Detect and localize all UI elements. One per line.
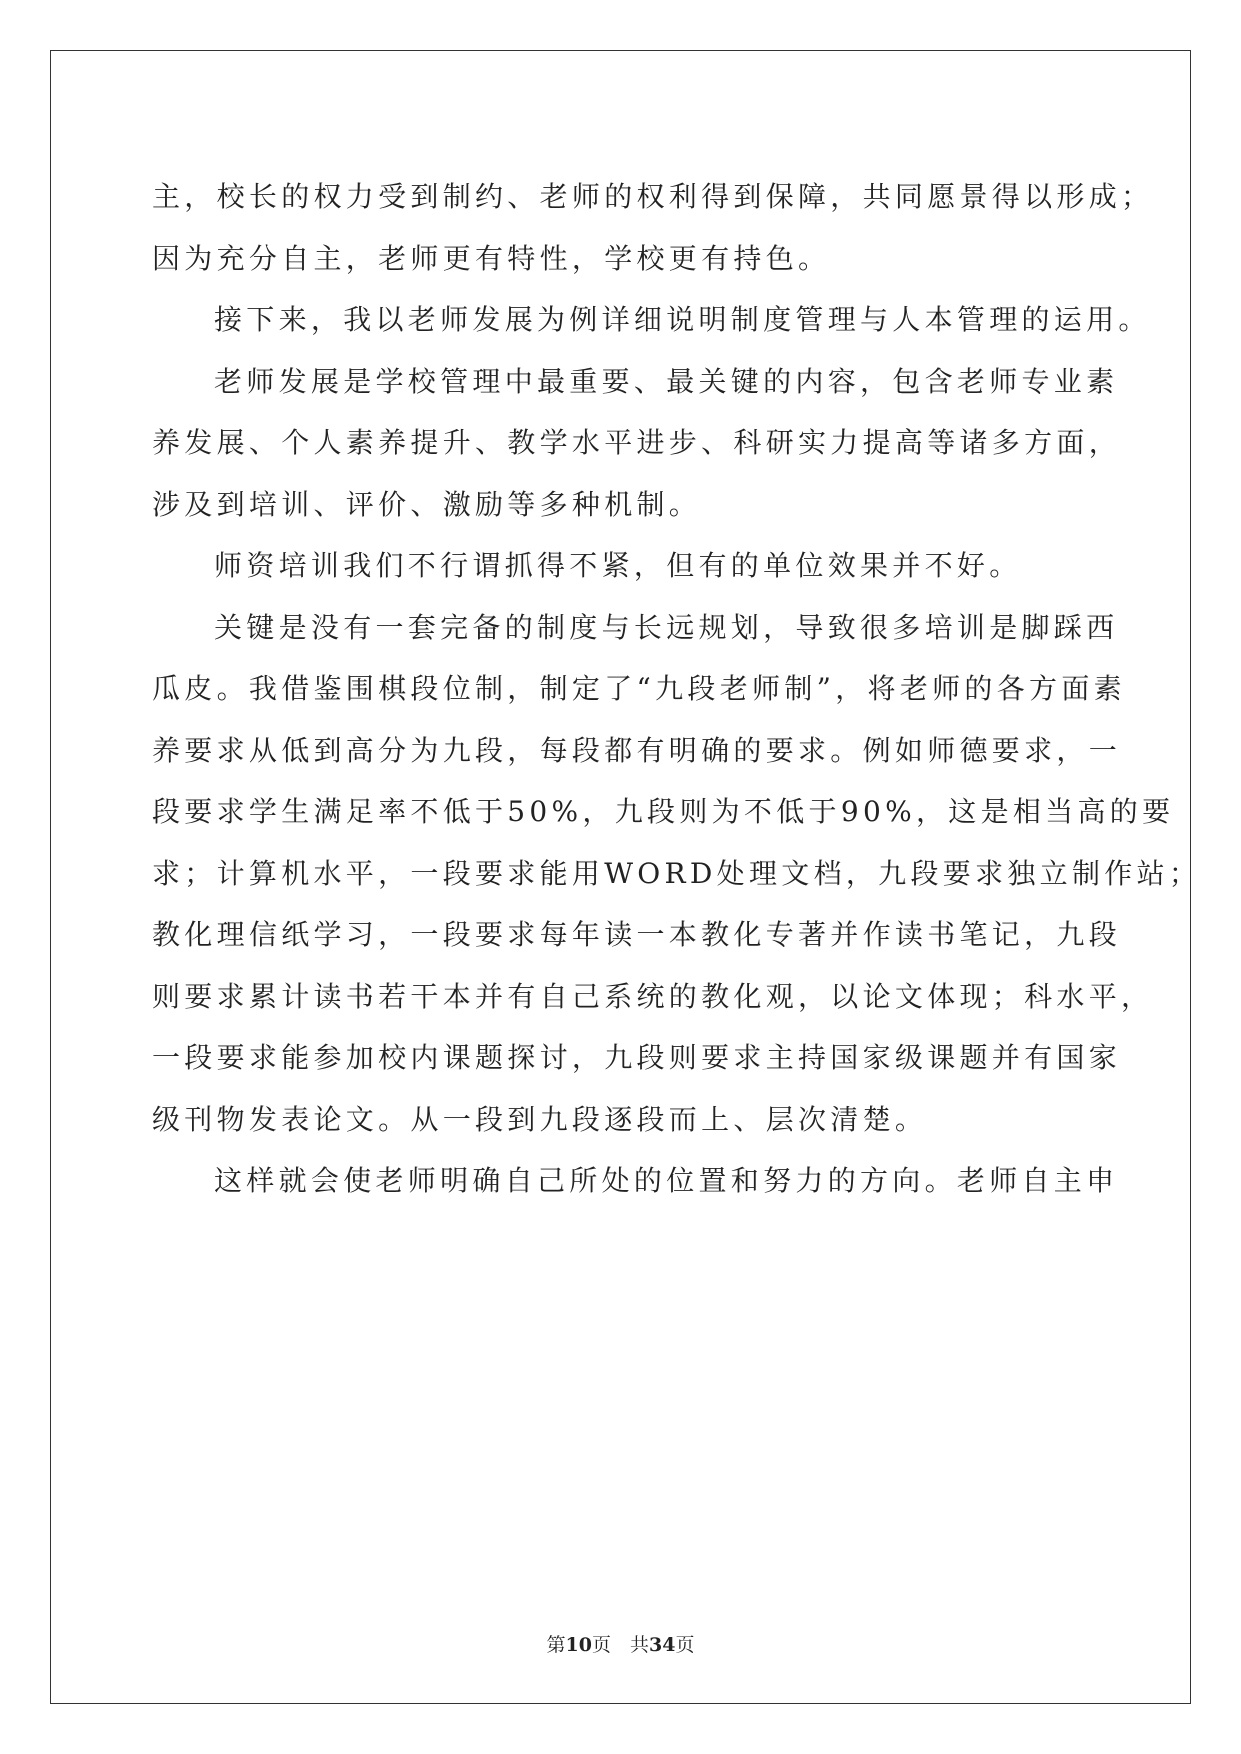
footer-prefix: 第: [546, 1634, 566, 1656]
text-line: 涉及到培训、评价、激励等多种机制。: [152, 487, 702, 521]
text-line: 瓜皮。我借鉴围棋段位制，制定了“九段老师制”，将老师的各方面素: [152, 672, 1126, 705]
text-line: 接下来，我以老师发展为例详细说明制度管理与人本管理的运用。: [214, 303, 1151, 336]
document-body: [152, 166, 1202, 1212]
current-page-number: 10: [565, 1634, 592, 1656]
text-line: 求；计算机水平，一段要求能用WORD处理文档，九段要求独立制作站；: [152, 856, 1202, 890]
paragraph: [152, 289, 1151, 351]
text-line: 因为充分自主，老师更有特性，学校更有持色。: [152, 241, 831, 275]
text-line: 教化理信纸学习，一段要求每年读一本教化专著并作读书笔记，九段: [152, 918, 1122, 951]
text-line: 一段要求能参加校内课题探讨，九段则要求主持国家级课题并有国家: [152, 1041, 1122, 1074]
text-line: 主，校长的权力受到制约、老师的权利得到保障，共同愿景得以形成；: [152, 180, 1154, 213]
text-line: 师资培训我们不行谓抓得不紧，但有的单位效果并不好。: [214, 549, 1022, 582]
footer-middle: 页 共: [591, 1634, 649, 1656]
text-line: 养要求从低到高分为九段，每段都有明确的要求。例如师德要求，一: [152, 733, 1122, 767]
text-line: 段要求学生满足率不低于50%，九段则为不低于90%，这是相当高的要: [152, 795, 1175, 828]
text-line: 这样就会使老师明确自己所处的位置和努力的方向。老师自主申: [214, 1164, 1119, 1197]
footer-suffix: 页: [675, 1634, 695, 1656]
paragraph: [152, 535, 1092, 597]
paragraph: [152, 597, 1202, 1151]
text-line: 老师发展是学校管理中最重要、最关键的内容，包含老师专业素: [214, 364, 1119, 398]
text-line: 级刊物发表论文。从一段到九段逐段而上、层次清楚。: [152, 1102, 928, 1136]
page-footer: [0, 1630, 1241, 1657]
paragraph: [152, 1150, 1119, 1212]
total-pages-number: 34: [649, 1634, 676, 1656]
text-line: 养发展、个人素养提升、教学水平进步、科研实力提高等诸多方面，: [152, 426, 1122, 459]
paragraph: [152, 166, 1154, 289]
paragraph: [152, 351, 1122, 536]
text-line: 则要求累计读书若干本并有自己系统的教化观，以论文体现；科水平，: [152, 979, 1154, 1013]
text-line: 关键是没有一套完备的制度与长远规划，导致很多培训是脚踩西: [214, 610, 1119, 644]
